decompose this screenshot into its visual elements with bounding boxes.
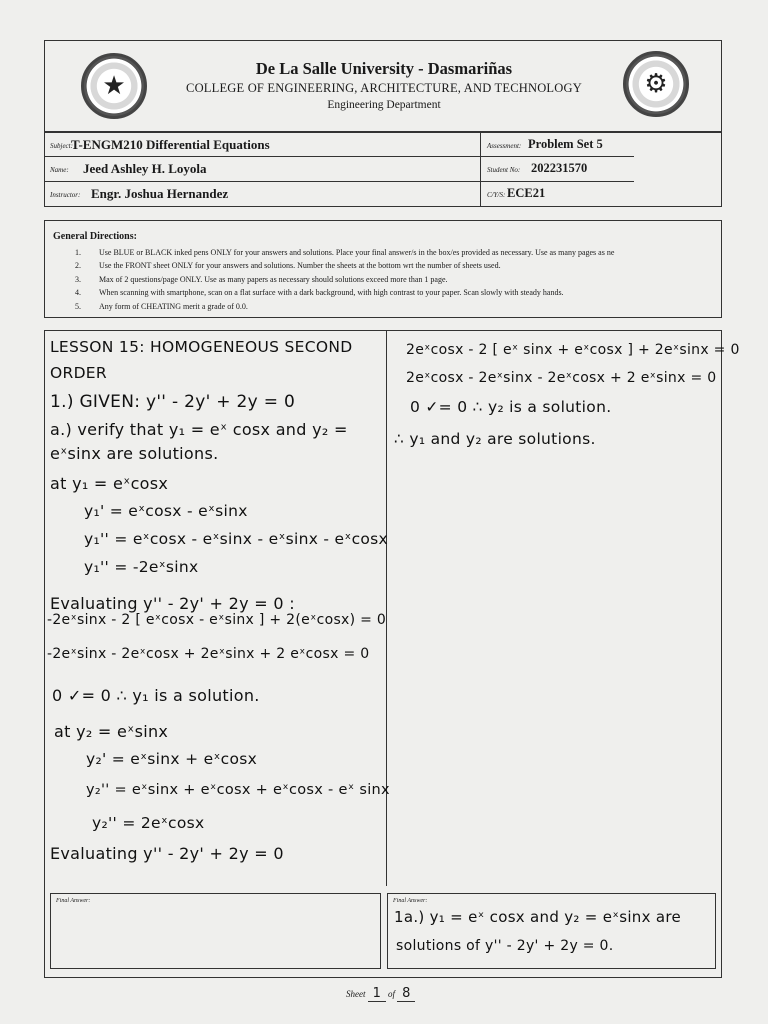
university-name: De La Salle University - Dasmariñas xyxy=(255,59,513,78)
instructor-value: Engr. Joshua Hernandez xyxy=(91,186,229,201)
university-seal-icon: ★ xyxy=(81,53,147,119)
final-answer-box-left xyxy=(50,893,381,969)
direction-item: 4. When scanning with smartphone, scan on a flat surface with a dark background, with high contrast to your paper. Scan slowly with steady hands. xyxy=(75,288,564,298)
subject-value: T-ENGM210 Differential Equations xyxy=(71,137,270,152)
work-line: Evaluating y'' - 2y' + 2y = 0 : xyxy=(50,594,295,613)
work-line: 1.) GIVEN: y'' - 2y' + 2y = 0 xyxy=(50,392,296,412)
name-label: Name: xyxy=(50,166,69,174)
work-line: eˣsinx are solutions. xyxy=(50,444,219,463)
student-no-label: Student No: xyxy=(487,166,521,174)
work-line: y₂'' = eˣsinx + eˣcosx + eˣcosx - eˣ sinx xyxy=(86,782,390,798)
work-line: ∴ y₁ and y₂ are solutions. xyxy=(394,430,596,448)
final-answer-line-2: solutions of y'' - 2y' + 2y = 0. xyxy=(396,938,614,954)
subject-label: Subject: xyxy=(50,142,73,150)
department-name: Engineering Department xyxy=(327,99,441,111)
instructor-row xyxy=(44,182,634,207)
work-line: y₁'' = -2eˣsinx xyxy=(84,558,199,576)
directions-title: General Directions: xyxy=(53,231,137,242)
work-line: ORDER xyxy=(50,364,107,382)
work-line: y₁'' = eˣcosx - eˣsinx - eˣsinx - eˣcosx xyxy=(84,530,389,548)
name-row xyxy=(44,157,634,182)
work-line: at y₁ = eˣcosx xyxy=(50,474,169,493)
direction-item: 3. Max of 2 questions/page ONLY. Use as many papers as necessary should solutions exceed more than 1 page. xyxy=(75,274,448,284)
directions-list xyxy=(75,246,614,313)
work-line: a.) verify that y₁ = eˣ cosx and y₂ = xyxy=(50,420,348,439)
cys-value: ECE21 xyxy=(507,186,546,200)
document-header xyxy=(44,40,722,132)
work-line: LESSON 15: HOMOGENEOUS SECOND xyxy=(50,338,353,356)
sheet-number xyxy=(346,986,415,1002)
direction-item: 1. Use BLUE or BLACK inked pens ONLY for your answers and solutions. Place your final answer/s in the box/es provided as necessary. Use as many pages as ne xyxy=(75,248,615,257)
general-directions xyxy=(44,220,722,318)
final-answer-line-1: 1a.) y₁ = eˣ cosx and y₂ = eˣsinx are xyxy=(394,908,682,926)
work-line: y₁' = eˣcosx - eˣsinx xyxy=(84,502,248,520)
final-answer-box-right xyxy=(387,893,716,969)
final-answer-label: Final Answer: xyxy=(393,898,428,904)
assessment-value: Problem Set 5 xyxy=(528,137,603,151)
student-no-value: 202231570 xyxy=(531,161,588,175)
work-line: y₂' = eˣsinx + eˣcosx xyxy=(86,750,258,768)
instructor-label: Instructor: xyxy=(50,191,81,199)
info-right-column xyxy=(633,132,722,207)
work-line: at y₂ = eˣsinx xyxy=(54,722,169,741)
work-line: y₂'' = 2eˣcosx xyxy=(92,814,205,832)
assessment-label: Assessment: xyxy=(487,142,522,150)
name-value: Jeed Ashley H. Loyola xyxy=(83,161,207,176)
work-line: 0 ✓= 0 ∴ y₂ is a solution. xyxy=(410,398,612,416)
work-line: 2eˣcosx - 2eˣsinx - 2eˣcosx + 2 eˣsinx = 0 xyxy=(406,370,717,386)
direction-item: 2. Use the FRONT sheet ONLY for your answers and solutions. Number the sheets at the bottom wrt the number of sheets used. xyxy=(75,261,501,271)
subject-row xyxy=(44,132,634,157)
college-seal-icon: ⚙ xyxy=(623,51,689,117)
work-line: 2eˣcosx - 2 [ eˣ sinx + eˣcosx ] + 2eˣsinx = 0 xyxy=(406,342,740,358)
final-answer-label: Final Answer: xyxy=(56,898,91,904)
work-line: -2eˣsinx - 2 [ eˣcosx - eˣsinx ] + 2(eˣcosx) = 0 xyxy=(47,612,387,628)
sheet-no: 1 xyxy=(368,986,386,1002)
of-label: of xyxy=(388,989,396,999)
work-line: -2eˣsinx - 2eˣcosx + 2eˣsinx + 2 eˣcosx = 0 xyxy=(47,646,370,662)
direction-item: 5. Any form of CHEATING merit a grade of 0.0. xyxy=(75,301,248,311)
work-line: 0 ✓= 0 ∴ y₁ is a solution. xyxy=(52,686,260,705)
college-name: COLLEGE OF ENGINEERING, ARCHITECTURE, AND TECHNOLOGY xyxy=(186,81,582,95)
work-line: Evaluating y'' - 2y' + 2y = 0 xyxy=(50,844,284,863)
sheet-label: Sheet xyxy=(346,989,366,999)
sheet-total: 8 xyxy=(397,986,415,1002)
cys-label: C/Y/S: xyxy=(487,191,506,199)
